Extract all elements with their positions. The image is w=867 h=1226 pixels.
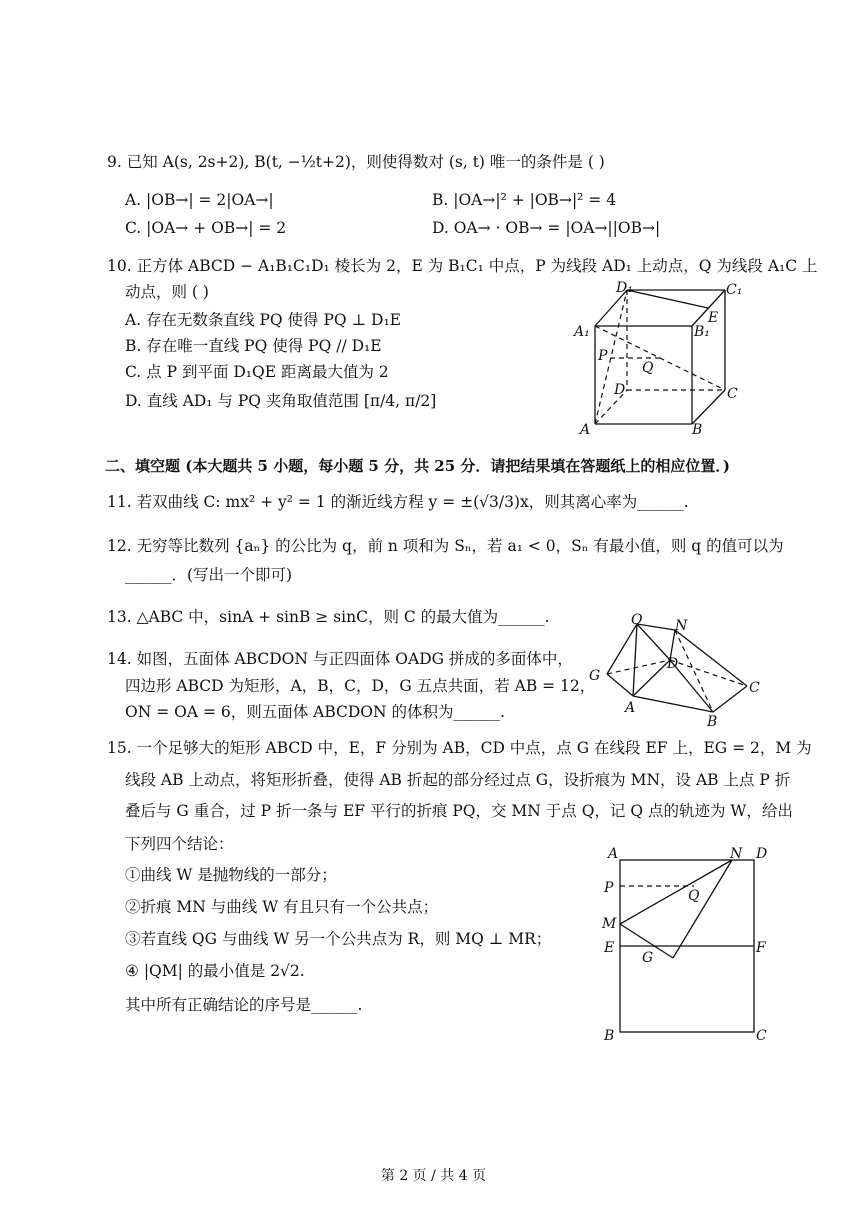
cube-label-d: D (614, 382, 626, 398)
q15-line2: 线段 AB 上动点，将矩形折叠，使得 AB 折起的部分经过点 G，设折痕为 MN，设 AB 上点 P 折 (125, 771, 791, 789)
q15-line1: 15. 一个足够大的矩形 ABCD 中，E，F 分别为 AB，CD 中点，点 G 在线段 EF 上，EG = 2，M 为 (107, 739, 812, 757)
q14-line1: 14. 如图，五面体 ABCDON 与正四面体 OADG 拼成的多面体中， (107, 650, 573, 668)
q10-stem-line2: 动点，则 ( ) (125, 283, 209, 301)
q10-option-c: C. 点 P 到平面 D₁QE 距离最大值为 2 (125, 363, 389, 381)
q11-text: 11. 若双曲线 C: mx² + y² = 1 的渐近线方程 y = ±(√3/3)x，则其离心率为______. (107, 493, 689, 511)
cube-label-c: C (727, 386, 738, 402)
poly-label-o: O (631, 612, 643, 628)
q15-line3: 叠后与 G 重合，过 P 折一条与 EF 平行的折痕 PQ，交 MN 于点 Q，记 Q 点的轨迹为 W，给出 (125, 802, 793, 820)
q14-line2: 四边形 ABCD 为矩形，A，B，C，D，G 五点共面，若 AB = 12， (125, 677, 596, 695)
cube-label-d1: D₁ (616, 280, 633, 296)
q9-option-a: A. |OB→| = 2|OA→| (125, 191, 274, 209)
cube-label-a: A (580, 422, 591, 438)
cube-label-c1: C₁ (726, 282, 743, 298)
poly-label-n: N (675, 618, 688, 634)
q13-text: 13. △ABC 中，sinA + sinB ≥ sinC，则 C 的最大值为______. (107, 608, 550, 626)
poly-label-c: C (749, 680, 760, 696)
cube-label-q: Q (642, 360, 654, 376)
section-2-title: 二、填空题 (本大题共 5 小题，每小题 5 分，共 25 分．请把结果填在答题纸上的相应位置．) (105, 457, 731, 475)
cube-label-p: P (598, 348, 608, 364)
q15-conclusion-4: ④ |QM| 的最小值是 2√2. (125, 962, 305, 980)
poly-label-d: D (667, 656, 679, 672)
q15-conclusion-3: ③若直线 QG 与曲线 W 另一个公共点为 R，则 MQ ⊥ MR； (125, 930, 552, 948)
poly-label-a: A (625, 700, 636, 716)
rect-label-c: C (756, 1028, 767, 1044)
rect-label-a: A (608, 846, 619, 862)
q9-option-b: B. |OA→|² + |OB→|² = 4 (432, 191, 617, 209)
q12-line1: 12. 无穷等比数列 {aₙ} 的公比为 q，前 n 项和为 Sₙ，若 a₁ < 0，Sₙ 有最小值，则 q 的值可以为 (107, 537, 784, 555)
cube-figure (570, 278, 750, 438)
folding-rectangle-figure (598, 840, 778, 1050)
q12-line2: ______．(写出一个即可) (125, 566, 293, 584)
q15-answer-line: 其中所有正确结论的序号是______. (125, 996, 363, 1014)
poly-label-b: B (707, 714, 718, 730)
cube-label-a1: A₁ (574, 324, 590, 340)
q15-conclusion-1: ①曲线 W 是抛物线的一部分； (125, 866, 337, 884)
rect-label-b: B (604, 1028, 615, 1044)
q14-line3: ON = OA = 6，则五面体 ABCDON 的体积为______. (125, 703, 505, 721)
rect-label-d: D (756, 846, 768, 862)
rect-label-e: E (604, 940, 615, 956)
rect-label-q: Q (688, 888, 700, 904)
polyhedron-figure (585, 612, 770, 730)
poly-label-g: G (589, 668, 601, 684)
rect-label-m: M (602, 916, 617, 932)
q9-option-c: C. |OA→ + OB→| = 2 (125, 219, 287, 237)
rect-label-p: P (604, 880, 614, 896)
q9-stem: 9. 已知 A(s, 2s+2), B(t, −½t+2)，则使得数对 (s, t) 唯一的条件是 ( ) (107, 153, 605, 171)
cube-label-b: B (692, 422, 703, 438)
q10-option-a: A. 存在无数条直线 PQ 使得 PQ ⊥ D₁E (125, 311, 401, 329)
q9-option-d: D. OA→ · OB→ = |OA→||OB→| (432, 219, 661, 237)
rect-label-n: N (730, 846, 743, 862)
q10-stem-line1: 10. 正方体 ABCD − A₁B₁C₁D₁ 棱长为 2，E 为 B₁C₁ 中点，P 为线段 AD₁ 上动点，Q 为线段 A₁C 上 (107, 257, 818, 275)
cube-label-e: E (708, 310, 719, 326)
q10-option-d: D. 直线 AD₁ 与 PQ 夹角取值范围 [π/4, π/2] (125, 392, 437, 410)
q15-conclusion-2: ②折痕 MN 与曲线 W 有且只有一个公共点； (125, 898, 439, 916)
q15-line4: 下列四个结论： (125, 835, 234, 853)
page-footer: 第 2 页 / 共 4 页 (380, 1168, 487, 1184)
rect-label-f: F (756, 940, 766, 956)
rect-label-g: G (642, 950, 654, 966)
q10-option-b: B. 存在唯一直线 PQ 使得 PQ // D₁E (125, 337, 382, 355)
cube-label-b1: B₁ (694, 324, 710, 340)
